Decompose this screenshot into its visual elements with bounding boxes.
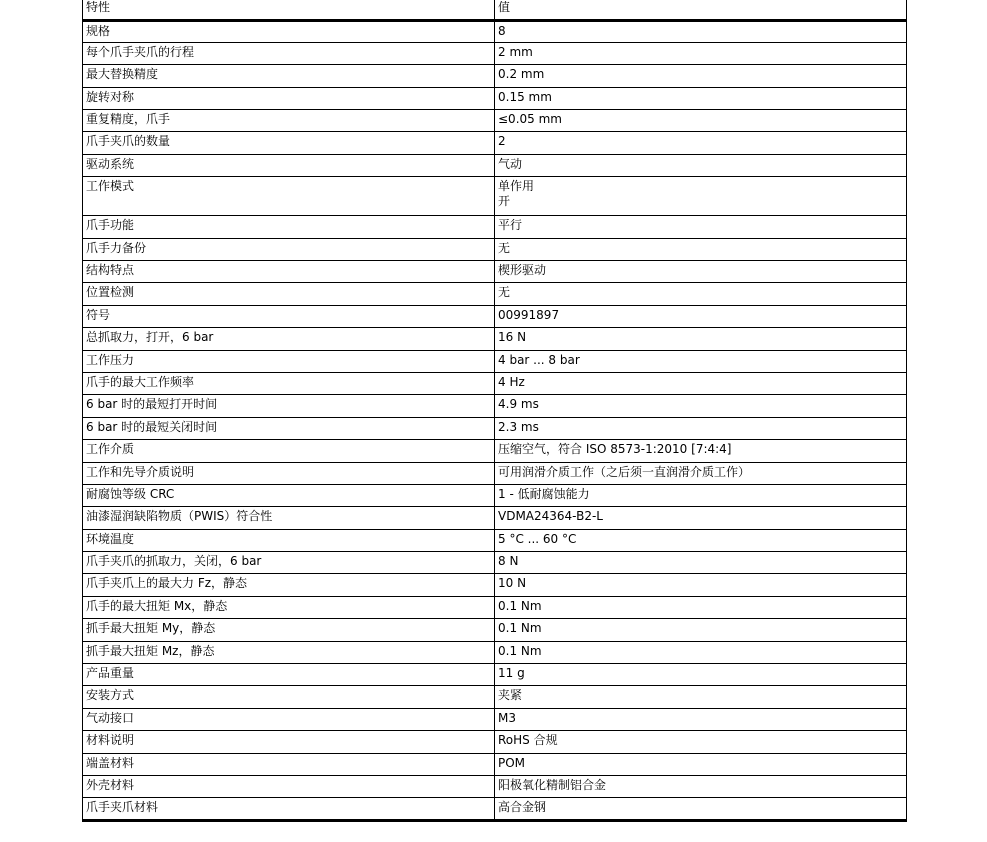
table-row [83, 552, 907, 574]
value-cell: 0.2 mm [495, 65, 907, 87]
table-row [83, 507, 907, 529]
table-row [83, 328, 907, 350]
value-cell: 气动 [495, 154, 907, 176]
table-row [83, 283, 907, 305]
table-row [83, 216, 907, 238]
value-cell: 5 °C ... 60 °C [495, 529, 907, 551]
property-cell: 爪手夹爪材料 [83, 798, 495, 820]
property-cell: 材料说明 [83, 731, 495, 753]
value-cell: 可用润滑介质工作（之后须一直润滑介质工作） [495, 462, 907, 484]
table-row [83, 529, 907, 551]
table-row [83, 574, 907, 596]
property-cell: 结构特点 [83, 261, 495, 283]
property-cell: 6 bar 时的最短打开时间 [83, 395, 495, 417]
property-cell: 爪手夹爪的数量 [83, 132, 495, 154]
property-cell: 符号 [83, 305, 495, 327]
value-cell: 16 N [495, 328, 907, 350]
value-cell: POM [495, 753, 907, 775]
property-cell: 抓手最大扭矩 Mz，静态 [83, 641, 495, 663]
value-cell: 4.9 ms [495, 395, 907, 417]
table-row [83, 596, 907, 618]
value-cell: 00991897 [495, 305, 907, 327]
value-cell: 8 N [495, 552, 907, 574]
value-cell: M3 [495, 708, 907, 730]
table-row [83, 110, 907, 132]
header-value: 值 [495, 0, 907, 20]
property-cell: 端盖材料 [83, 753, 495, 775]
value-cell: 平行 [495, 216, 907, 238]
value-cell: 0.1 Nm [495, 641, 907, 663]
value-cell: 11 g [495, 664, 907, 686]
property-cell: 爪手夹爪上的最大力 Fz，静态 [83, 574, 495, 596]
value-cell: VDMA24364-B2-L [495, 507, 907, 529]
value-cell: 高合金钢 [495, 798, 907, 820]
table-row [83, 641, 907, 663]
property-cell: 工作和先导介质说明 [83, 462, 495, 484]
value-cell: 夹紧 [495, 686, 907, 708]
table-row [83, 686, 907, 708]
table-row [83, 42, 907, 64]
value-cell: 单作用 开 [495, 177, 907, 216]
value-cell: 0.1 Nm [495, 619, 907, 641]
table-row [83, 619, 907, 641]
property-cell: 耐腐蚀等级 CRC [83, 484, 495, 506]
table-row [83, 132, 907, 154]
table-row [83, 731, 907, 753]
property-cell: 每个爪手夹爪的行程 [83, 42, 495, 64]
property-cell: 爪手功能 [83, 216, 495, 238]
table-row [83, 261, 907, 283]
table-row [83, 305, 907, 327]
property-cell: 6 bar 时的最短关闭时间 [83, 417, 495, 439]
property-cell: 爪手夹爪的抓取力，关闭，6 bar [83, 552, 495, 574]
table-row [83, 65, 907, 87]
specifications-table [82, 0, 907, 822]
property-cell: 爪手的最大扭矩 Mx，静态 [83, 596, 495, 618]
table-row [83, 417, 907, 439]
header-property: 特性 [83, 0, 495, 20]
table-header-row [83, 0, 907, 20]
property-cell: 外壳材料 [83, 776, 495, 798]
property-cell: 总抓取力，打开，6 bar [83, 328, 495, 350]
property-cell: 工作介质 [83, 440, 495, 462]
table-row [83, 462, 907, 484]
property-cell: 抓手最大扭矩 My，静态 [83, 619, 495, 641]
property-cell: 旋转对称 [83, 87, 495, 109]
property-cell: 产品重量 [83, 664, 495, 686]
table-row [83, 372, 907, 394]
property-cell: 油漆湿润缺陷物质（PWIS）符合性 [83, 507, 495, 529]
value-cell: 无 [495, 238, 907, 260]
table-row [83, 154, 907, 176]
table-row [83, 440, 907, 462]
value-cell: 8 [495, 20, 907, 42]
property-cell: 环境温度 [83, 529, 495, 551]
value-cell: 阳极氧化精制铝合金 [495, 776, 907, 798]
table-row [83, 87, 907, 109]
value-cell: 无 [495, 283, 907, 305]
table-row [83, 350, 907, 372]
table-row [83, 753, 907, 775]
table-row [83, 798, 907, 820]
property-cell: 位置检测 [83, 283, 495, 305]
value-cell: ≤0.05 mm [495, 110, 907, 132]
property-cell: 爪手的最大工作频率 [83, 372, 495, 394]
value-cell: 1 - 低耐腐蚀能力 [495, 484, 907, 506]
table-row [83, 708, 907, 730]
property-cell: 气动接口 [83, 708, 495, 730]
table-row [83, 664, 907, 686]
value-cell: 2.3 ms [495, 417, 907, 439]
table-row [83, 776, 907, 798]
value-cell: 0.1 Nm [495, 596, 907, 618]
value-cell: 0.15 mm [495, 87, 907, 109]
property-cell: 工作压力 [83, 350, 495, 372]
value-cell: 10 N [495, 574, 907, 596]
property-cell: 安装方式 [83, 686, 495, 708]
property-cell: 驱动系统 [83, 154, 495, 176]
property-cell: 最大替换精度 [83, 65, 495, 87]
table-row [83, 395, 907, 417]
table-row [83, 238, 907, 260]
value-cell: 4 bar ... 8 bar [495, 350, 907, 372]
property-cell: 爪手力备份 [83, 238, 495, 260]
value-cell: RoHS 合规 [495, 731, 907, 753]
value-cell: 2 mm [495, 42, 907, 64]
property-cell: 工作模式 [83, 177, 495, 216]
value-cell: 2 [495, 132, 907, 154]
spec-sheet [82, 0, 906, 822]
table-row [83, 484, 907, 506]
property-cell: 规格 [83, 20, 495, 42]
property-cell: 重复精度，爪手 [83, 110, 495, 132]
value-cell: 楔形驱动 [495, 261, 907, 283]
table-row [83, 20, 907, 42]
value-cell: 4 Hz [495, 372, 907, 394]
value-cell: 压缩空气，符合 ISO 8573-1:2010 [7:4:4] [495, 440, 907, 462]
table-row [83, 177, 907, 216]
